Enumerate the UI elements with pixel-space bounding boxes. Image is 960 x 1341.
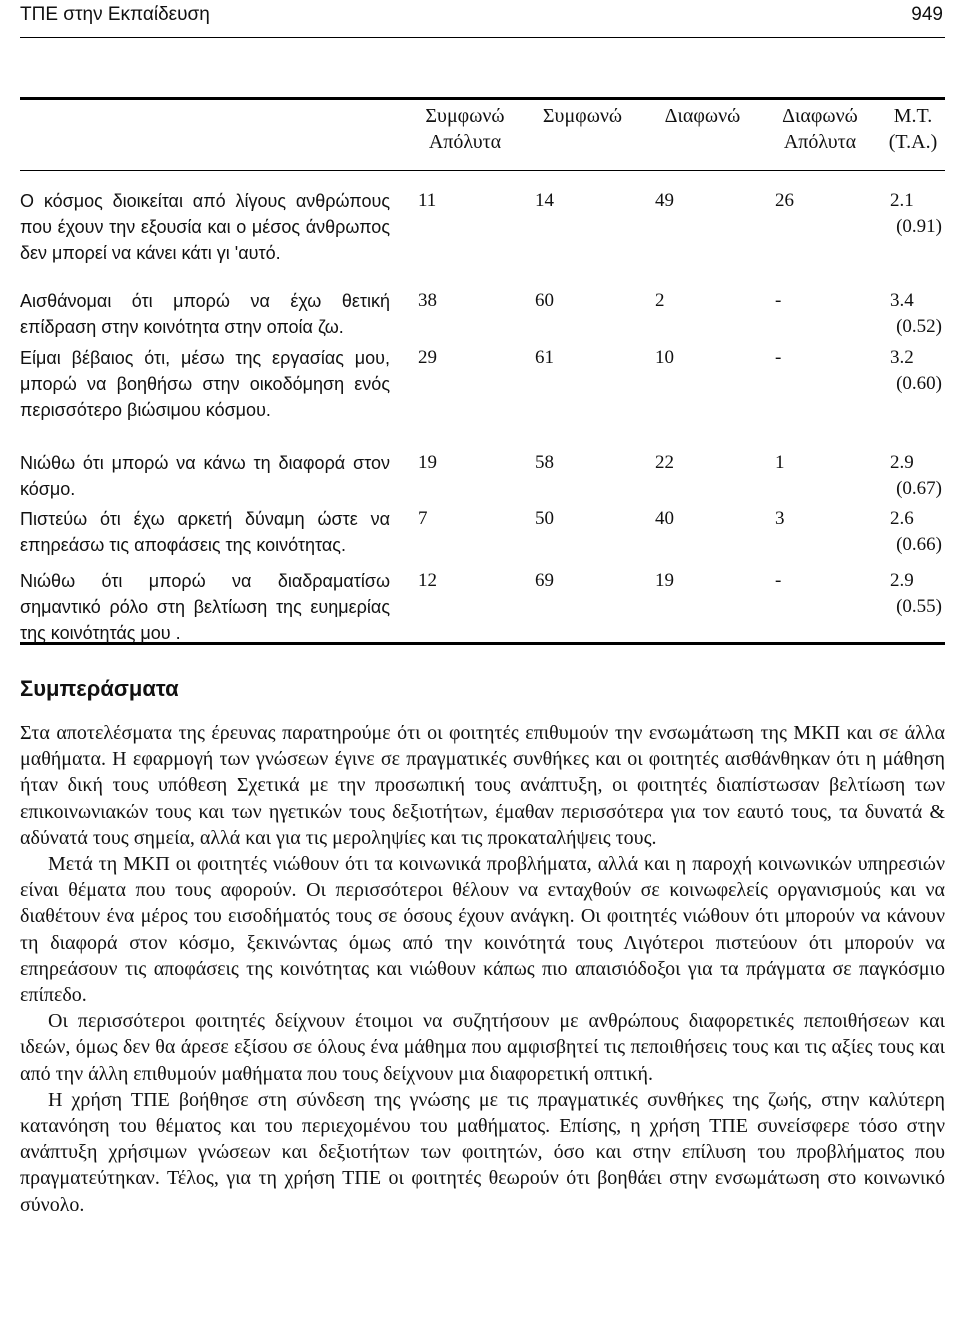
cell-strongly-disagree: 26 xyxy=(775,190,794,211)
cell-strongly-disagree: 3 xyxy=(775,508,785,529)
running-header xyxy=(20,0,945,38)
row-statement: Είμαι βέβαιος ότι, μέσω της εργασίας μου, μπορώ να βοηθήσω στην οικοδόμηση ενός περισσότερο βιώσιμου κόσμου. xyxy=(20,348,390,420)
col-header-strongly-disagree: Διαφωνώ Απόλυτα xyxy=(782,105,858,153)
cell-disagree: 10 xyxy=(655,347,674,368)
col-header-strongly-agree: Συμφωνώ Απόλυτα xyxy=(425,105,505,153)
row-statement: Νιώθω ότι μπορώ να κάνω τη διαφορά στον κόσμο. xyxy=(20,453,390,499)
cell-strongly-agree: 38 xyxy=(418,290,437,311)
cell-strongly-disagree: 1 xyxy=(775,452,785,473)
mean-value: 2.6 xyxy=(890,508,914,529)
cell-strongly-disagree: - xyxy=(775,570,782,591)
cell-agree: 69 xyxy=(535,570,554,591)
col-header-agree: Συμφωνώ xyxy=(542,105,623,127)
paragraph: Οι περισσότεροι φοιτητές δείχνουν έτοιμοι να συζητήσουν με ανθρώπους διαφορετικές πεποιθήσεων και ιδεών, όμως δεν θα άρεσε εξίσου σε όλους ένα μάθημα που αμφισβητεί τις πεποιθήσεις τους και τις αξίες τους και από την άλλη επιθυμούν μαθήματα που τους δείχνουν μια διαφορετική οπτική. xyxy=(20,1010,945,1085)
sd-value: (0.55) xyxy=(896,596,942,617)
cell-mean xyxy=(890,450,942,502)
cell-strongly-disagree: - xyxy=(775,347,782,368)
mean-value: 2.9 xyxy=(890,570,914,591)
page-number: 949 xyxy=(911,4,943,25)
cell-disagree: 49 xyxy=(655,190,674,211)
cell-agree: 50 xyxy=(535,508,554,529)
cell-mean xyxy=(890,345,942,397)
section-heading: Συμπεράσματα xyxy=(20,676,179,701)
cell-strongly-agree: 12 xyxy=(418,570,437,591)
sd-value: (0.91) xyxy=(896,216,942,237)
cell-disagree: 19 xyxy=(655,570,674,591)
col-header-disagree: Διαφωνώ xyxy=(664,105,741,127)
row-statement: Πιστεύω ότι έχω αρκετή δύναμη ώστε να επηρεάσω τις αποφάσεις της κοινότητας. xyxy=(20,509,390,555)
cell-strongly-agree: 19 xyxy=(418,452,437,473)
col-header-mean-sd: Μ.Τ. (Τ.Α.) xyxy=(888,105,938,153)
table-top-rule xyxy=(20,97,945,100)
cell-disagree: 22 xyxy=(655,452,674,473)
sd-value: (0.60) xyxy=(896,373,942,394)
sd-value: (0.66) xyxy=(896,534,942,555)
mean-value: 2.9 xyxy=(890,452,914,473)
row-statement: Αισθάνομαι ότι μπορώ να έχω θετική επίδραση στην κοινότητα στην οποία ζω. xyxy=(20,291,390,337)
sd-value: (0.67) xyxy=(896,478,942,499)
cell-disagree: 2 xyxy=(655,290,665,311)
paragraph: Η χρήση ΤΠΕ βοήθησε στη σύνδεση της γνώσης με τις πραγματικές συνθήκες της ζωής, στην καλύτερη κατανόηση του θέματος και του περιεχομένου του μαθήματος. Επίσης, η χρήση ΤΠΕ συνείσφερε τόσο στην ανάπτυξη χρήσιμων γνώσεων και δεξιοτήτων των φοιτητών, όσο και στην επίλυση του προβλήματος που πραγματεύτηκαν. Τέλος, για τη χρήση ΤΠΕ οι φοιτητές θεωρούν ότι βοηθάει στην ενσωμάτωση στο κοινωνικό σύνολο. xyxy=(20,1088,945,1216)
row-statement: Νιώθω ότι μπορώ να διαδραματίσω σημαντικό ρόλο στη βελτίωση της ευημερίας της κοινότητάς μου . xyxy=(20,571,390,643)
mean-value: 3.4 xyxy=(890,290,914,311)
paragraph: Μετά τη ΜΚΠ οι φοιτητές νιώθουν ότι τα κοινωνικά προβλήματα, αλλά και η παροχή κοινωνικών υπηρεσιών είναι θέματα που τους αφορούν. Οι περισσότεροι θέλουν να ενταχθούν σε κοινωφελείς οργανισμούς και να διαθέτουν ένα μέρος του εισοδήματός τους σε όσους έχουν ανάγκη. Οι φοιτητές νιώθουν ότι μπορούν να κάνουν τη διαφορά στον κόσμο, ξεκινώντας όμως από την κοινότητά τους Λιγότεροι πιστεύουν ότι μπορούν να επηρεάσουν τις αποφάσεις της κοινότητας και νιώθουν κάπως πιο απαισιόδοξοι για τα πράγματα σε παγκόσμιο επίπεδο. xyxy=(20,853,945,1007)
cell-disagree: 40 xyxy=(655,508,674,529)
cell-strongly-agree: 29 xyxy=(418,347,437,368)
cell-mean xyxy=(890,568,942,620)
mean-value: 3.2 xyxy=(890,347,914,368)
table-header-rule xyxy=(20,170,945,171)
mean-value: 2.1 xyxy=(890,190,914,211)
section-body xyxy=(20,720,945,1218)
cell-strongly-disagree: - xyxy=(775,290,782,311)
cell-agree: 61 xyxy=(535,347,554,368)
cell-agree: 58 xyxy=(535,452,554,473)
cell-mean xyxy=(890,288,942,340)
paragraph: Στα αποτελέσματα της έρευνας παρατηρούμε ότι οι φοιτητές επιθυμούν την ενσωμάτωση της ΜΚΠ και σε άλλα μαθήματα. Η εφαρμογή των γνώσεων έγινε σε πραγματικές συνθήκες και οι φοιτητές αισθάνθηκαν ότι η μάθηση ήταν δική τους υπόθεση Σχετικά με την προσωπική τους ανάπτυξη, οι φοιτητές διαπίστωσαν βελτίωση των επικοινωνιακών τους και των ηγετικών τους δεξιοτήτων, έμαθαν περισσότερα για τον εαυτό τους, τα δυνατά & αδύνατά τους σημεία, αλλά και για τις μεροληψίες και τις προκαταλήψεις τους. xyxy=(20,722,945,849)
cell-strongly-agree: 7 xyxy=(418,508,428,529)
header-title: ΤΠΕ στην Εκπαίδευση xyxy=(20,4,210,25)
cell-agree: 60 xyxy=(535,290,554,311)
cell-strongly-agree: 11 xyxy=(418,190,437,211)
row-statement: Ο κόσμος διοικείται από λίγους ανθρώπους που έχουν την εξουσία και ο μέσος άνθρωπος δεν μπορεί να κάνει κάτι γι 'αυτό. xyxy=(20,191,390,263)
cell-mean xyxy=(890,188,942,240)
cell-agree: 14 xyxy=(535,190,554,211)
cell-mean xyxy=(890,506,942,558)
sd-value: (0.52) xyxy=(896,316,942,337)
